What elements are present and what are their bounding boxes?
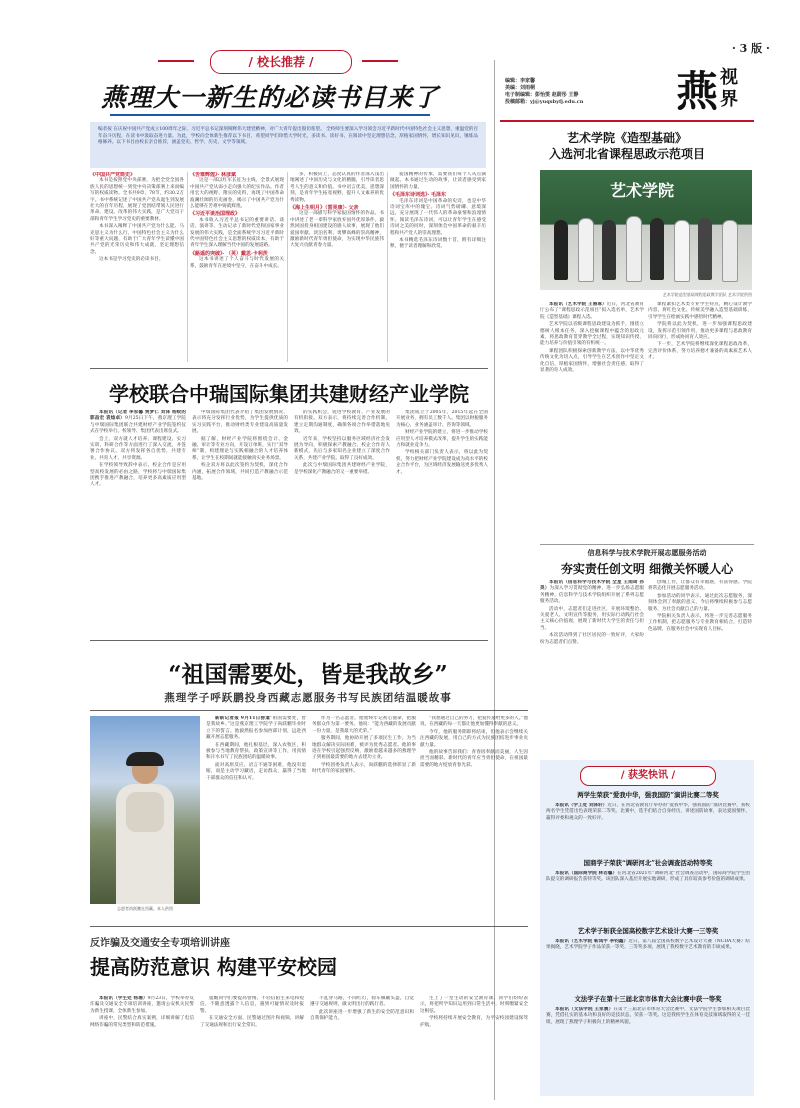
person-scarf bbox=[126, 792, 164, 832]
book-title: 《毛泽东诗词选》 bbox=[390, 192, 428, 199]
divider bbox=[187, 172, 188, 362]
motherland-headline: “祖国需要处，皆是我故乡” bbox=[168, 661, 448, 688]
masthead-rule bbox=[500, 120, 754, 122]
xingzhi-column-1: 本报讯（记者 李家馨 贾梦仁 刘泽 杨蚊的 郭昌宏 袁煊卓）9月25日下午，燕京理工学院与中瑞国际集团联合共建财经产业学院签约仪式在学校举行。校领导、集团代表出席仪式。 会上，双方就人才培养、课程建设、实习实训、科研合作等方面进行了深入交流，并签署合作协议。双方将发挥各自优势，共建专业、共育人才、共享资源。 在学校领导致辞中表示，校企合作是应用型高校发展的必由之路，学校将与中瑞国际集团携手推进产教融合，培养更多高素质应用型人才。 bbox=[90, 410, 186, 488]
section-tag: / 校长推荐 / bbox=[210, 50, 352, 74]
awards-tag: / 获奖快讯 / bbox=[580, 766, 716, 786]
editor-line: 美编：刘雨桐 bbox=[505, 85, 536, 91]
book-title: 《海上生明月》 bbox=[290, 205, 326, 212]
art-column-1: 本报讯（艺术学院 王丽琢）近日，河北省教育厅公布了“课程思政示范项目”拟入选名单，艺术学院《造型基础》课程入选。 艺术学院以省级课程思政建设为抓手，围绕立德树人根本任务，深入挖掘课程中蕴含的思政元素，将思政教育贯穿教学全过程，实现知识传授、能力培养与价值引领的有机统一。 课程团队积极探索创新教学方法，以中华优秀传统文化为切入点，引导学生在艺术创作中坚定文化自信，厚植家国情怀，增强社会责任感，取得了显著的育人成效。 bbox=[540, 302, 644, 374]
editor-line: 投稿邮箱：yj@yuqsbyfj.edu.cn bbox=[505, 99, 584, 105]
book-column-4: 爱国精神的传承，需要我们每个人从点滴做起。本书通过生动的故事，让读者感受到家国情怀的力量。 《毛泽东诗词选》· 毛泽东 毛泽东诗词是中国革命的史诗，也是中华诗词宝库中的瑰宝。诗词气势磅礴、意境深远，充分展现了一代伟人的革命豪情和浪漫情怀。阅读毛泽东诗词，可以让青年学生在感受诗词之美的同时，深刻体会中国革命的艰辛历程和共产党人的崇高理想。 本书精选毛泽东诗词数十首，附有详细注释，便于读者理解和欣赏。 bbox=[390, 172, 486, 250]
info-column-2: 创城工作，让群众有幸福感，有获得感。学院将常态化开展志愿服务活动。 参加活动的同学表示，通过此次志愿服务，深刻体会到了奉献的意义，今后将继续积极参与志愿服务，为社会贡献自己的力量。 学院相关负责人表示，将进一步完善志愿服务工作机制，把志愿服务与专业教育相结合，打造特色品牌，在服务社会中实现育人目标。 bbox=[648, 580, 752, 632]
safety-headline: 提高防范意识 构建平安校园 bbox=[90, 955, 337, 979]
book-column-2: 《苦难辉煌》· 林彦斌 这是一部以红军长征为主线，全景式展现中国共产党从弱小走向强大的纪实作品。作者用宏大的视野、翔实的史料，再现了中国革命波澜壮阔的历史画卷，揭示了中国共产党为什么能够在苦难中铸就辉煌。 《习近平谈治国理政》 本书收入习近平总书记的重要讲话、谈话、演讲等，生动记录了新时代党和国家事业发展的伟大实践，是全面系统学习习近平新时代中国特色社会主义思想的权威读本，有助于青年学生深入理解当代中国的发展道路。 《路遥的突破》· （英）戴思·卡利茨 这本书讲述了个人奋斗与时代发展的关系，鼓励青年在逆境中坚守，在奋斗中成长。 bbox=[190, 172, 284, 269]
book-author: （雷亮康）· 父亲 bbox=[325, 205, 359, 212]
info-byline: 本报讯（信息科学与技术学院 全星 王雨琦 孙昊） bbox=[540, 580, 644, 592]
award-byline: 本报讯（国际商学院 林若馨） bbox=[555, 871, 618, 876]
info-headline: 夯实责任创文明 细微关怀暖人心 bbox=[560, 562, 734, 576]
motherland-column-3: “我想通过自己的努力，把爱传递给更多的人。”他说，在西藏的每一天都让他更加懂得奉献的意义。 今年，他的服务期即将结束，但他表示会继续关注西藏的发展，用自己的方式为民族团结进步事业贡献力量。 他的故事告诉我们：青春因奉献而美丽，人生因担当而精彩。新时代的青年应当勇担使命，在祖国最需要的地方绽放青春光彩。 bbox=[420, 716, 528, 768]
divider bbox=[387, 172, 388, 362]
decorative-stripes-left bbox=[158, 54, 194, 68]
safety-column-3: 不乱穿马路，不闯红灯，骑车佩戴头盔，自觉遵守交通规则，做文明出行的践行者。 此次讲座进一步增强了新生的安全防范意识和自我保护能力。 bbox=[310, 996, 414, 1022]
award-byline: 本报讯（文法学院 王家震） bbox=[555, 1007, 614, 1012]
art-byline: 本报讯（艺术学院 王丽琢） bbox=[549, 302, 607, 307]
motherland-column-2: 作为一名志愿者，他始终牢记初心使命，把服务群众作为第一要务。他说：“能为西藏的发展贡献一份力量，是我最大的光荣。” 服务期间，他协助开展了多项民生工作，为当地群众解决实际困难，被评为优秀志愿者。他的事迹在学校引起强烈反响，激励着越来越多的燕理学子到祖国最需要的地方去建功立业。 学校团委负责人表示，尚跃鹏的选择彰显了新时代青年的家国情怀。 bbox=[312, 716, 416, 775]
info-column-1: 本报讯（信息科学与技术学院 全星 王雨琦 孙昊）为深入学习贯彻党的精神，进一步弘扬志愿服务精神，信息科学与技术学院组织开展了系列志愿服务活动。 活动中，志愿者们走进社区，开展环境整治、关爱老人、文明宣传等服务，用实际行动践行社会主义核心价值观，展现了新时代大学生的责任与担当。 本次活动得到了社区居民的一致好评，大家纷纷为志愿者们点赞。 bbox=[540, 580, 644, 645]
info-subtitle: 信息科学与技术学院开展志愿服务活动 bbox=[587, 548, 707, 557]
art-group-photo bbox=[540, 170, 752, 290]
book-column-3: 多，积极向上，态度认真的作者深入浅出地阐述了中国历史与文化的精髓，引导读者思考人生的意义和价值。书中语言优美，思想深刻，是青年学生拓宽视野、提升人文素养的优秀读物。 《海上生明月》（雷亮康）· 父亲 这是一部描写科学家报国情怀的作品。书中讲述了老一辈科学家放弃国外优厚条件，毅然回国投身祖国建设的感人故事，展现了他们爱国奉献、淡泊名利、勇攀高峰的崇高精神，激励新时代青年勇担使命，为实现中华民族伟大复兴贡献青春力量。 bbox=[290, 172, 384, 249]
editor-line: 编辑：李家馨 bbox=[505, 78, 536, 84]
logo-char-jie: 界 bbox=[720, 89, 738, 110]
safety-byline: 本报讯（学生处 杨珊） bbox=[99, 996, 148, 1001]
book-author: · 毛泽东 bbox=[427, 192, 446, 199]
book-title: 《路遥的突破》 bbox=[190, 250, 223, 257]
book-author: · （英）戴思·卡利茨 bbox=[222, 250, 268, 257]
safety-header bbox=[90, 934, 528, 980]
editor-list bbox=[505, 78, 655, 106]
xingzhi-byline: 本报讯（记者 李家馨 贾梦仁 刘泽 杨蚊的 郭昌宏 袁煊卓） bbox=[90, 410, 186, 422]
editor-line: 电子制编辑：彭怡雯 赵蔚彤 王静 bbox=[505, 92, 579, 98]
divider bbox=[287, 172, 288, 362]
award-byline: 本报讯（学工处 刘泽轩） bbox=[555, 803, 608, 808]
page-number: · 3 版 · bbox=[732, 42, 770, 55]
award-item: 艺术学子斩获全国高校数字艺术设计大赛一三等奖 本报讯（艺术学院 靳鸿宇 李钧鑫）近日，第八届全国高校数字艺术设计大赛（NCDA大赛）结果揭晓，艺术学院学子作品荣获一等奖、三等奖多项，展现了我校数字艺术教育的丰硕成果。 bbox=[546, 927, 750, 951]
editor-note-text: 编者按 在庆祝中国共产党成立100周年之际，习近平总书记深刻阐释伟大建党精神，对广大青年提出殷切希望。 全校师生要深入学习领会习近平新时代中国特色社会主义思想，重温党的百年奋斗历程，在读书中汲取奋进力量。为此，学校向全体新生推荐以下书目，希望同学们珍惜大学时光，多读书、读好书，在阅读中坚定理想信念，厚植家国情怀，增长知识见识，锤炼品格修养。以下书目由校长亲自推荐，涵盖党史、哲学、历史、文学等领域。 bbox=[98, 127, 479, 146]
photo-sign: 艺术学院 bbox=[610, 181, 675, 200]
section-rule bbox=[90, 640, 488, 641]
editor-note-box bbox=[90, 122, 486, 168]
award-item: 两学生荣获“爱我中华，强我国防”演讲比赛二等奖 本报讯（学工处 刘泽轩）近日，在河北省教育厅举办的“爱我中华，强我国防”演讲比赛中，我校两名学生凭借出色表现荣获二等奖。比赛中，选手们结合自身经历，讲述国防故事，表达爱国情怀，赢得评委和观众的一致好评。 bbox=[546, 791, 750, 821]
volunteer-photo-caption: 志愿者尚跃鹏在西藏。本人供图 bbox=[117, 906, 173, 911]
book-title: 《习近平谈治国理政》 bbox=[190, 211, 241, 218]
volunteer-photo bbox=[90, 716, 200, 904]
art-headline-line1: 艺术学院《造型基础》 bbox=[566, 131, 687, 145]
principal-headline: 燕理大一新生的必读书目来了 bbox=[100, 83, 439, 112]
section-rule bbox=[540, 544, 754, 545]
safety-column-1: 本报讯（学生处 杨珊）9月23日，学校举办反诈骗及交通安全专项培训讲座，邀请公安机关民警为新生授课，全体新生参加。 讲座中，民警结合真实案例，详细讲解了电信网络诈骗的常见类型和防范措施。 bbox=[90, 996, 194, 1028]
people-group bbox=[546, 210, 746, 285]
book-column-1: 《中国共产党简史》 本书是按照党中央部署，为把全党全国各族人民的思想统一到党中央决策部署上来而编写的权威读物。全书共9章，78节，约30.2万字。书中系统记述了中国共产党从诞生到发展壮大的百年历程，展现了党团结带领人民进行革命、建设、改革的伟大实践，是广大党员干部和青年学生学习党史的重要教材。 本书深入阐释了中国共产党为什么能、马克思主义为什么行、中国特色社会主义为什么好等重大问题，有助于广大青年学生读懂中国共产党的光荣历史和伟大成就，坚定理想信念。 这本书是学习党史的必读书目。 bbox=[90, 172, 184, 263]
award-title: 文法学子在第十三届北京市体育大会比赛中获一等奖 bbox=[574, 995, 722, 1003]
motherland-subheadline: 燕理学子呼跃鹏投身西藏志愿服务书写民族团结温暖故事 bbox=[164, 692, 452, 704]
award-title: 两学生荣获“爱我中华，强我国防”演讲比赛二等奖 bbox=[577, 791, 719, 799]
xingzhi-column-4: 集团成立于2005年，2015年起在全国开展业务，拥有员工数千人。集团以财税服务为核心，业务涵盖审计、咨询等领域。 财经产业学院的建立，将进一步推动学校应用型人才培养模式改革，提升学生的实践能力和就业竞争力。 学校相关部门负责人表示，将以此为契机，努力把财经产业学院建设成为高水平的校企合作平台，为区域经济发展输送更多优秀人才。 bbox=[396, 410, 488, 475]
award-item: 文法学子在第十三届北京市体育大会比赛中获一等奖 本报讯（文法学院 王家震）在第十三届北京市体育大会比赛中，文法学院学生参加相关项目比赛，凭借扎实的基本功和良好的竞技状态，荣获一等奖。这是我校学生在体育竞技领域取得的又一佳绩，展现了燕理学子积极向上的精神风貌。 bbox=[546, 995, 750, 1025]
logo-char-yan: 燕 bbox=[676, 67, 719, 116]
motherland-column-1: 新新记者报 9月11日傍道“祖国需要处，皆是我故乡。”这是燕京理工学院学子尚跃鹏毕业时立下的誓言。他毅然报名参加西部计划，远赴西藏开展志愿服务。 在西藏期间，他扎根基层，深入农牧区，积极参与当地教育帮扶、政策宣讲等工作，用真情和汗水书写了民族团结的温暖故事。 面对高原反应、语言不通等困难，他没有退缩，而是主动学习藏语，走访群众，赢得了当地干部群众的信任和认可。 bbox=[206, 716, 306, 781]
art-headline bbox=[500, 130, 754, 162]
award-title: 艺术学子斩获全国高校数字艺术设计大赛一三等奖 bbox=[577, 927, 719, 935]
person-hair bbox=[126, 752, 164, 766]
art-column-2: 课程紧扣艺术类专业学生特点，精心设计教学内容，将红色文化、传统美学融入造型基础训练，引导学生在绘画实践中感悟时代精神。 学院将以此为契机，进一步加强课程思政建设，发挥示范引领作用，推动更多课程与思政教育同向同行，形成协同育人效应。 下一步，艺术学院将继续深化课程思政改革，完善评价体系，努力培养德才兼备的高素质艺术人才。 bbox=[648, 302, 752, 361]
book-author: · 林彦斌 bbox=[217, 172, 236, 178]
art-headline-line2: 入选河北省课程思政示范项目 bbox=[548, 147, 705, 161]
book-title: 《中国共产党简史》 bbox=[90, 172, 136, 178]
masthead-logo bbox=[676, 58, 742, 128]
award-item: 国商学子荣获“调研河北”社会调查活动特等奖 本报讯（国际商学院 林若馨）在河北省2021年“调研河北”社会调查活动中，国际商学院学生团队提交的调研报告获特等奖。该团队深入基层开展实地调研，形成了具有较高参考价值的调研成果。 bbox=[546, 859, 750, 883]
section-rule bbox=[90, 710, 528, 711]
art-photo-caption: 艺术学院造型基础课程思政教学团队 艺术学院供图 bbox=[662, 292, 752, 297]
motherland-byline: 新新记者报 9月11日傍道 bbox=[215, 716, 271, 721]
decorative-stripes-right bbox=[362, 54, 398, 68]
headline-underline bbox=[110, 114, 430, 116]
award-byline: 本报讯（艺术学院 靳鸿宇 李钧鑫） bbox=[555, 939, 629, 944]
section-rule bbox=[90, 926, 528, 927]
section-rule bbox=[90, 368, 488, 369]
safety-column-4: 生上了一堂生动的安全教育课。同学们纷纷表示，将把所学知识运用到日常生活中，时刻绷紧安全这根弦。 学校将持续开展安全教育，为平安校园建设保驾护航。 bbox=[420, 996, 528, 1028]
safety-subtitle: 反诈骗及交通安全专项培训讲座 bbox=[90, 938, 230, 949]
safety-column-2: 提醒同学们要提高警惕，不轻信陌生来电和短信，不随意透露个人信息，遇到可疑情况及时报警。 在交通安全方面，民警通过图片和视频，讲解了交通法规和出行安全常识。 bbox=[200, 996, 304, 1028]
book-title: 《苦难辉煌》 bbox=[190, 172, 218, 178]
xingzhi-column-2: 中瑞国际集团代表介绍了集团发展情况，表示将充分发挥行业优势，为学生提供优质的实习实践平台，推动财经类专业建设高质量发展。 据了解，财经产业学院将围绕会计、金融、审计等专业方向，开设订单班，实行“双导师”制，构建理论与实践相融合的人才培养体系，让学生在校期间就能接触真实业务场景。 校企双方将以此次签约为契机，深化合作内涵，拓展合作领域，共同打造产教融合示范基地。 bbox=[192, 410, 288, 482]
logo-char-shi: 视 bbox=[720, 67, 738, 88]
xingzhi-column-3: 的实践机会，促进学校教育、产业发展的有机衔接。双方表示，将持续完善合作机制，建立定期沟通制度，确保各项合作举措落地见效。 近年来，学校坚持以服务区域经济社会发展为导向，积极探索产教融合、校企合作育人新模式，先后与多家知名企业建立了深度合作关系，共建产业学院，取得了良好成效。 此次与中瑞国际集团共建财经产业学院，是学校深化产教融合的又一重要举措。 bbox=[294, 410, 390, 475]
xingzhi-headline: 学校联合中瑞国际集团共建财经产业学院 bbox=[109, 382, 469, 406]
award-title: 国商学子荣获“调研河北”社会调查活动特等奖 bbox=[583, 859, 713, 867]
